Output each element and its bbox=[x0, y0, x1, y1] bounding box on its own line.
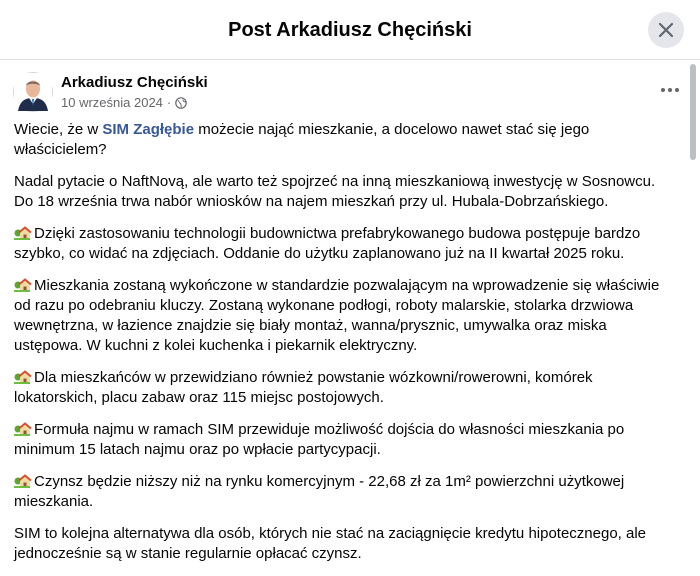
post-paragraph: Mieszkania zostaną wykończone w standardzie pozwalającym na wprowadzenie się właściwie od razu po odebraniu kluczy. Zostaną wykonane podłogi, roboty malarskie, stolarka drzwiowa wewnętrzna, w łazience znajdzie się biały montaż, wanna/prysznic, umywalka oraz miska ustępowa. W kuchni z kolei kuchenka i piekarnik elektryczny. bbox=[14, 277, 660, 354]
post-paragraph: SIM to kolejna alternatywa dla osób, których nie stać na zaciągnięcie kredytu hipotecznego, ale jednocześnie są w stanie regularnie opłacać czynsz. bbox=[14, 525, 647, 562]
post-paragraph: Dzięki zastosowaniu technologii budownictwa prefabrykowanego budowa postępuje bardzo szybko, co widać na zdjęciach. Oddanie do użytku zaplanowano już na II kwartał 2025 roku. bbox=[14, 225, 641, 262]
mention-link[interactable]: SIM Zagłębie bbox=[102, 121, 195, 138]
post-content[interactable] bbox=[0, 60, 700, 562]
dialog-header bbox=[0, 0, 700, 60]
house-with-garden-emoji bbox=[14, 276, 30, 292]
scrollbar[interactable] bbox=[690, 60, 698, 543]
close-button[interactable] bbox=[648, 12, 684, 48]
post-text bbox=[14, 120, 674, 576]
avatar[interactable] bbox=[13, 72, 53, 112]
dialog-title: Post Arkadiusz Chęciński bbox=[228, 19, 472, 41]
post-meta bbox=[61, 95, 187, 111]
post-paragraph: Wiecie, że w SIM Zagłębie możecie nająć mieszkanie, a docelowo nawet stać się jego właścicielem? bbox=[14, 121, 590, 158]
meta-separator: · bbox=[166, 95, 172, 110]
house-with-garden-emoji bbox=[14, 472, 30, 488]
more-options-button[interactable] bbox=[655, 78, 685, 102]
author-name[interactable]: Arkadiusz Chęciński bbox=[61, 74, 208, 91]
post-paragraph: Dla mieszkańców w przewidziano również powstanie wózkowni/rowerowni, komórek lokatorskich, placu zabaw oraz 115 miejsc postojowych. bbox=[14, 369, 593, 406]
more-horizontal-icon bbox=[655, 78, 685, 102]
profile-photo bbox=[14, 73, 52, 111]
house-with-garden-emoji bbox=[14, 224, 30, 240]
scrollbar-thumb[interactable] bbox=[690, 64, 696, 160]
post-paragraph: Formuła najmu w ramach SIM przewiduje możliwość dojścia do własności mieszkania po minimum 15 latach najmu oraz po wpłacie partycypacji. bbox=[14, 421, 625, 458]
house-with-garden-emoji bbox=[14, 368, 30, 384]
post-paragraph: Nadal pytacie o NaftNovą, ale warto też spojrzeć na inną mieszkaniową inwestycję w Sosnowcu. Do 18 września trwa nabór wniosków na najem mieszkań przy ul. Hubala-Dobrzańskiego. bbox=[14, 173, 656, 210]
house-with-garden-emoji bbox=[14, 420, 30, 436]
post-paragraph: Czynsz będzie niższy niż na rynku komercyjnym - 22,68 zł za 1m² powierzchni użytkowej mieszkania. bbox=[14, 473, 625, 510]
post-date[interactable]: 10 września 2024 bbox=[61, 95, 163, 110]
globe-icon[interactable] bbox=[175, 97, 187, 109]
close-icon bbox=[658, 22, 674, 38]
